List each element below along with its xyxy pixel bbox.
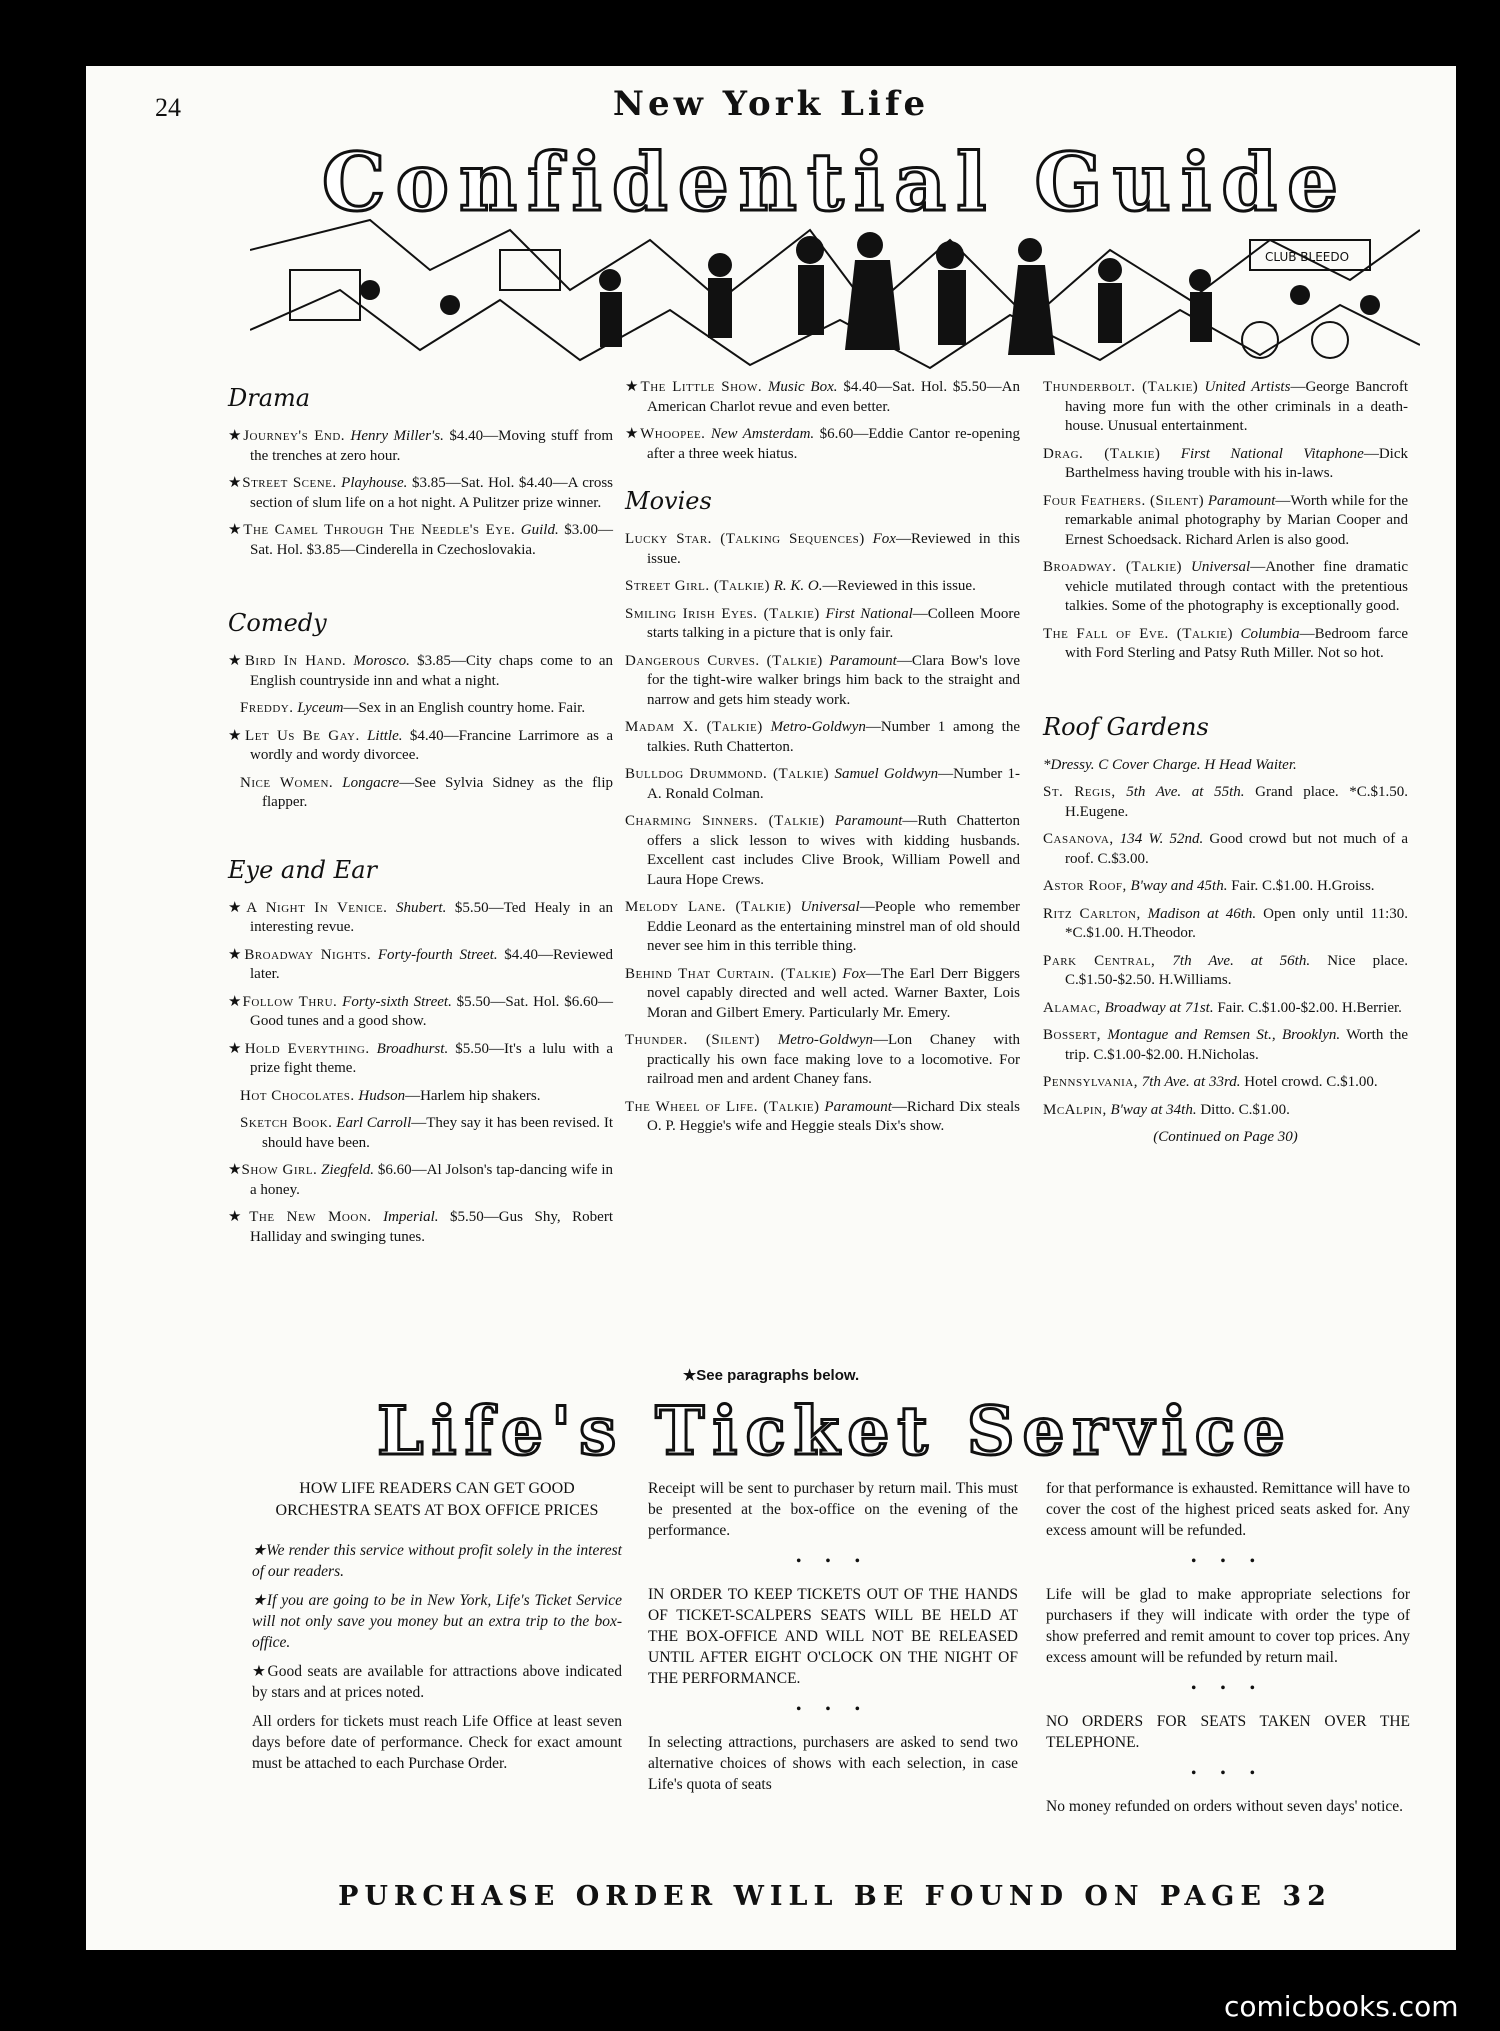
listing-venue: Metro-Goldwyn bbox=[770, 719, 866, 735]
nightlife-illustration bbox=[250, 210, 1420, 370]
listing-entry bbox=[625, 652, 1020, 711]
section-heading-roof-gardens: Roof Gardens bbox=[1043, 712, 1209, 741]
star-marker: ★ bbox=[228, 727, 246, 744]
listing-text: Fair. C.$1.00-$2.00. H.Berrier. bbox=[1217, 999, 1402, 1016]
listing-text: —Dick Barthelmess having trouble with his in-laws. bbox=[1065, 445, 1408, 481]
listing-text: —The Earl Derr Biggers novel capably directed and well acted. Warner Baxter, Lois Moran and Gilbert Emery. Particularly Mr. Emery. bbox=[647, 965, 1021, 1021]
listing-entry bbox=[1043, 999, 1408, 1019]
listing-venue: Music Box. bbox=[767, 379, 838, 395]
ticket-paragraph: for that performance is exhausted. Remittance will have to cover the cost of the highest priced seats asked for. Any excess amount will be refunded. bbox=[1046, 1480, 1410, 1539]
listing-venue: Forty-sixth Street. bbox=[342, 993, 452, 1010]
listing-name: Drag. (Talkie) bbox=[1043, 445, 1161, 462]
listing-text: $5.50—Ted Healy in an interesting revue. bbox=[250, 899, 614, 935]
listing-text: —Richard Dix steals O. P. Heggie's wife and Heggie steals Dix's show. bbox=[647, 1098, 1021, 1134]
listing-venue: Paramount bbox=[824, 1098, 892, 1115]
listing-text: —Reviewed in this issue. bbox=[822, 578, 976, 594]
listing-venue: Madison at 46th. bbox=[1147, 905, 1257, 922]
listing-text: Nice place. C.$1.50-$2.50. H.Williams. bbox=[1065, 952, 1409, 988]
listing-name: Lucky Star. (Talking Sequences) bbox=[625, 531, 865, 547]
listing-name: Bulldog Drummond. (Talkie) bbox=[625, 766, 830, 782]
listing-venue: 7th Ave. at 56th. bbox=[1172, 952, 1311, 969]
listing-name: Pennsylvania, bbox=[1043, 1074, 1138, 1090]
listing-name: St. Regis, bbox=[1043, 784, 1116, 800]
listing-entry bbox=[1043, 1026, 1408, 1065]
listing-name: Bird In Hand. bbox=[244, 653, 347, 669]
listing-text: —Sex in an English country home. Fair. bbox=[343, 700, 586, 716]
listing-name: The Little Show. bbox=[640, 379, 763, 395]
star-marker: ★ bbox=[228, 993, 243, 1010]
listing-name: Park Central, bbox=[1043, 952, 1156, 969]
listing-text: Fair. C.$1.00. H.Groiss. bbox=[1231, 878, 1375, 894]
listing-name: Melody Lane. (Talkie) bbox=[625, 899, 792, 915]
listing-text: $3.00—Sat. Hol. $3.85—Cinderella in Czechoslovakia. bbox=[250, 522, 614, 558]
listing-entry bbox=[1043, 625, 1408, 664]
listing-entry bbox=[1043, 378, 1408, 437]
listing-entry bbox=[228, 899, 613, 938]
movies-continued bbox=[1043, 378, 1408, 664]
listing-venue: Paramount bbox=[1207, 492, 1276, 509]
comedy-section bbox=[228, 608, 613, 813]
listing-text: $3.85—City chaps come to an English countryside inn and what a night. bbox=[250, 653, 614, 689]
listing-venue: Morosco. bbox=[353, 653, 410, 669]
listing-name: Broadway Nights. bbox=[244, 946, 372, 963]
listing-venue: Longacre bbox=[342, 774, 400, 791]
roof-gardens-key: *Dressy. C Cover Charge. H Head Waiter. bbox=[1043, 756, 1297, 773]
see-paragraphs-note: ★See paragraphs below. bbox=[682, 1367, 860, 1384]
ticket-column-1 bbox=[252, 1478, 622, 1782]
listing-venue: R. K. O. bbox=[773, 578, 823, 594]
drama-section bbox=[228, 383, 613, 560]
listing-entry bbox=[228, 993, 613, 1032]
listing-text: $6.60—Al Jolson's tap-dancing wife in a honey. bbox=[250, 1162, 614, 1198]
listing-venue: Henry Miller's. bbox=[350, 428, 444, 444]
listing-text: $5.50—It's a lulu with a prize fight theme. bbox=[250, 1040, 614, 1076]
ticket-paragraph: ★We render this service without profit solely in the interest of our readers. bbox=[252, 1542, 622, 1580]
listing-venue: Guild. bbox=[520, 522, 559, 538]
listing-venue: Montague and Remsen St., Brooklyn. bbox=[1107, 1027, 1341, 1043]
star-marker: ★ bbox=[228, 1209, 250, 1225]
listing-entry bbox=[1043, 1101, 1408, 1121]
star-marker: ★ bbox=[228, 475, 243, 491]
listing-text: Ditto. C.$1.00. bbox=[1200, 1101, 1290, 1118]
listing-text: —Number 1 among the talkies. Ruth Chatterton. bbox=[647, 719, 1020, 755]
listing-entry bbox=[625, 1031, 1020, 1090]
listing-venue: Metro-Goldwyn bbox=[777, 1032, 873, 1048]
listing-entry bbox=[1043, 558, 1408, 617]
ticket-service-title: Life's Ticket Service bbox=[377, 1392, 1293, 1470]
listing-name: Four Feathers. (Silent) bbox=[1043, 492, 1205, 509]
ticket-paragraph: ★Good seats are available for attractions above indicated by stars and at prices noted. bbox=[252, 1663, 622, 1701]
listing-venue: Imperial. bbox=[383, 1209, 439, 1225]
section-heading-movies: Movies bbox=[625, 487, 712, 515]
listing-venue: Paramount bbox=[834, 813, 903, 829]
listing-venue: First National Vitaphone bbox=[1180, 445, 1364, 462]
listing-text: $6.60—Eddie Cantor re-opening after a three week hiatus. bbox=[647, 426, 1020, 462]
ticket-column-2 bbox=[648, 1478, 1018, 1803]
listing-name: Hot Chocolates. bbox=[240, 1087, 355, 1104]
listing-entry bbox=[228, 427, 613, 466]
listing-venue: Broadhurst. bbox=[376, 1040, 449, 1057]
listing-venue: Samuel Goldwyn bbox=[834, 766, 939, 782]
listing-name: Casanova, bbox=[1043, 831, 1114, 847]
listing-entry bbox=[1043, 877, 1408, 897]
column-3 bbox=[1043, 378, 1408, 1148]
listing-name: Journey's End. bbox=[243, 428, 346, 444]
listing-name: Sketch Book. bbox=[240, 1115, 333, 1131]
listing-venue: Playhouse. bbox=[341, 475, 408, 491]
listing-name: The Fall of Eve. (Talkie) bbox=[1043, 625, 1233, 642]
listing-name: Nice Women. bbox=[240, 774, 334, 791]
listing-name: Broadway. (Talkie) bbox=[1043, 559, 1183, 575]
listing-venue: New Amsterdam. bbox=[710, 426, 815, 442]
continued-note: (Continued on Page 30) bbox=[1153, 1129, 1298, 1145]
listing-venue: Ziegfeld. bbox=[321, 1162, 375, 1178]
listing-name: Thunder. (Silent) bbox=[625, 1032, 761, 1048]
roof-gardens-section bbox=[1043, 712, 1408, 1148]
column-2 bbox=[625, 378, 1020, 1145]
listing-entry bbox=[228, 1114, 613, 1153]
purchase-order-footer: PURCHASE ORDER WILL BE FOUND ON PAGE 32 bbox=[338, 1881, 1332, 1912]
listing-entry bbox=[625, 765, 1020, 804]
star-marker: ★ bbox=[228, 653, 245, 669]
listing-venue: 134 W. 52nd. bbox=[1119, 831, 1204, 847]
listing-entry bbox=[228, 727, 613, 766]
listing-name: A Night In Venice. bbox=[246, 899, 388, 916]
listing-text: $4.40—Sat. Hol. $5.50—An American Charlot revue and even better. bbox=[647, 379, 1021, 415]
listing-venue: Fox bbox=[842, 965, 866, 982]
listing-entry bbox=[625, 1098, 1020, 1137]
listing-text: $4.40—Francine Larrimore as a wordly and wordy divorcee. bbox=[250, 727, 613, 763]
guide-title: Confidential Guide bbox=[321, 135, 1349, 229]
listing-text: $4.40—Moving stuff from the trenches at zero hour. bbox=[250, 428, 614, 464]
ticket-paragraph: IN ORDER TO KEEP TICKETS OUT OF THE HANDS OF TICKET-SCALPERS SEATS WILL BE HELD AT THE BOX-OFFICE AND WILL NOT BE RELEASED UNTIL AFTER EIGHT O'CLOCK ON THE NIGHT OF THE PERFORMANCE. bbox=[648, 1586, 1018, 1687]
ticket-column-3 bbox=[1046, 1478, 1410, 1825]
listing-text: —Lon Chaney with practically his own face making love to a locomotive. For railroad men and ardent Chaney fans. bbox=[647, 1032, 1021, 1087]
star-marker: ★ bbox=[228, 1162, 242, 1178]
listing-text: —Ruth Chatterton offers a slick lesson to wives with kidding husbands. Excellent cast includes Clive Brook, William Powell and Laura Hope Crews. bbox=[647, 813, 1020, 888]
bullet-divider: • • • bbox=[795, 1701, 871, 1718]
movies-section bbox=[625, 486, 1020, 1137]
listing-venue: United Artists bbox=[1204, 379, 1291, 395]
listing-name: Madam X. (Talkie) bbox=[625, 719, 763, 735]
star-marker: ★ bbox=[228, 1040, 245, 1057]
star-marker: ★ bbox=[625, 426, 641, 442]
listing-venue: Universal bbox=[1191, 559, 1251, 575]
listing-entry bbox=[1043, 905, 1408, 944]
listing-text: Open only until 11:30. *C.$1.00. H.Theodor. bbox=[1065, 905, 1408, 941]
listing-entry bbox=[228, 1087, 613, 1107]
listing-entry bbox=[1043, 952, 1408, 991]
listing-entry bbox=[228, 1208, 613, 1247]
listing-text: —Bedroom farce with Ford Sterling and Patsy Ruth Miller. Not so hot. bbox=[1065, 625, 1408, 661]
listing-venue: First National bbox=[825, 605, 913, 622]
listing-venue: Broadway at 71st. bbox=[1104, 999, 1214, 1016]
star-marker: ★ bbox=[228, 522, 244, 538]
listing-entry bbox=[1043, 492, 1408, 551]
listing-entry bbox=[1043, 830, 1408, 869]
listing-name: Street Scene. bbox=[242, 475, 337, 491]
section-heading-comedy: Comedy bbox=[228, 609, 327, 637]
section-heading-eye-and-ear: Eye and Ear bbox=[228, 855, 377, 884]
listing-name: Hold Everything. bbox=[244, 1040, 370, 1057]
ticket-paragraph: All orders for tickets must reach Life Office at least seven days before date of performance. Check for exact amount must be attached to each Purchase Order. bbox=[252, 1713, 622, 1772]
listing-text: —Worth while for the remarkable animal photography by Marian Cooper and Ernest Schoedsack. Richard Arlen is also good. bbox=[1065, 492, 1408, 548]
listing-entry bbox=[228, 521, 613, 560]
star-marker: ★ bbox=[625, 379, 641, 395]
bullet-divider: • • • bbox=[795, 1553, 871, 1570]
listing-text: $5.50—Gus Shy, Robert Halliday and swinging tunes. bbox=[250, 1209, 613, 1245]
listing-text: Good crowd but not much of a roof. C.$3.00. bbox=[1065, 831, 1409, 867]
listing-text: $5.50—Sat. Hol. $6.60—Good tunes and a good show. bbox=[250, 993, 614, 1029]
ticket-heading: HOW LIFE READERS CAN GET GOOD ORCHESTRA SEATS AT BOX OFFICE PRICES bbox=[275, 1480, 599, 1519]
listing-venue: Shubert. bbox=[395, 899, 447, 916]
column-1 bbox=[228, 383, 613, 1255]
listing-name: Follow Thru. bbox=[242, 993, 338, 1010]
listing-text: Grand place. *C.$1.50. H.Eugene. bbox=[1065, 784, 1409, 820]
listing-entry bbox=[625, 378, 1020, 417]
listing-venue: Paramount bbox=[829, 652, 897, 669]
listing-venue: 5th Ave. at 55th. bbox=[1126, 784, 1245, 800]
page-number: 24 bbox=[155, 93, 181, 122]
listing-venue: Lyceum bbox=[297, 700, 344, 716]
listing-name: Thunderbolt. (Talkie) bbox=[1043, 379, 1199, 395]
listing-venue: Fox bbox=[872, 531, 896, 547]
listing-entry bbox=[625, 577, 1020, 597]
listing-text: —See Sylvia Sidney as the flip flapper. bbox=[262, 774, 613, 810]
listing-venue: Earl Carroll bbox=[336, 1115, 412, 1131]
listing-entry bbox=[1043, 783, 1408, 822]
listing-text: —George Bancroft having more fun with the other criminals in a death-house. Unusual entertainment. bbox=[1065, 379, 1408, 434]
listing-entry bbox=[625, 965, 1020, 1024]
star-marker: ★ bbox=[228, 946, 245, 963]
ticket-paragraph: Receipt will be sent to purchaser by return mail. This must be presented at the box-office on the evening of the performance. bbox=[648, 1480, 1018, 1539]
listing-text: —Clara Bow's love for the tight-wire walker brings him back to the straight and narrow and gets him steady work. bbox=[647, 652, 1020, 708]
listing-name: Charming Sinners. (Talkie) bbox=[625, 813, 825, 829]
listing-entry bbox=[228, 699, 613, 719]
bullet-divider: • • • bbox=[1190, 1553, 1266, 1570]
ticket-paragraph: NO ORDERS FOR SEATS TAKEN OVER THE TELEPHONE. bbox=[1046, 1713, 1410, 1751]
ticket-paragraph: No money refunded on orders without seven days' notice. bbox=[1046, 1798, 1404, 1815]
listing-name: Smiling Irish Eyes. (Talkie) bbox=[625, 605, 820, 622]
listing-entry bbox=[228, 774, 613, 813]
listing-name: McAlpin, bbox=[1043, 1101, 1107, 1118]
listing-text: $4.40—Reviewed later. bbox=[250, 946, 613, 982]
listing-venue: Universal bbox=[800, 899, 860, 915]
star-marker: ★ bbox=[228, 899, 247, 916]
listing-text: —Colleen Moore starts talking in a picture that is only fair. bbox=[647, 605, 1020, 641]
listing-name: Bossert, bbox=[1043, 1027, 1102, 1043]
listing-entry bbox=[228, 1161, 613, 1200]
listing-name: Street Girl. (Talkie) bbox=[625, 578, 770, 594]
listing-text: Hotel crowd. C.$1.00. bbox=[1244, 1074, 1378, 1090]
listing-entry bbox=[228, 652, 613, 691]
listing-entry bbox=[1043, 1073, 1408, 1093]
listing-name: Astor Roof, bbox=[1043, 878, 1127, 894]
listing-name: The Camel Through The Needle's Eye. bbox=[243, 522, 516, 538]
listing-text: $3.85—Sat. Hol. $4.40—A cross section of slum life on a hot night. A Pulitzer prize winner. bbox=[250, 475, 614, 511]
listing-entry bbox=[625, 718, 1020, 757]
revues-continued bbox=[625, 378, 1020, 464]
listing-name: Show Girl. bbox=[241, 1162, 318, 1178]
club-sign: CLUB BLEEDO bbox=[1265, 250, 1350, 264]
listing-text: —They say it has been revised. It should have been. bbox=[262, 1115, 613, 1151]
watermark: comicbooks.com bbox=[1224, 1990, 1459, 2023]
masthead-title: New York Life bbox=[612, 84, 930, 124]
ticket-paragraph: Life will be glad to make appropriate selections for purchasers if they will indicate with order the type of show preferred and remit amount to cover top prices. Any excess amount will be refunded by return mail. bbox=[1046, 1586, 1410, 1666]
listing-venue: B'way and 45th. bbox=[1130, 878, 1228, 894]
listing-name: Let Us Be Gay. bbox=[245, 727, 360, 744]
listing-name: Dangerous Curves. (Talkie) bbox=[625, 652, 823, 669]
listing-name: Ritz Carlton, bbox=[1043, 905, 1141, 922]
bullet-divider: • • • bbox=[1190, 1765, 1266, 1782]
listing-venue: Forty-fourth Street. bbox=[377, 946, 498, 963]
listing-venue: Columbia bbox=[1240, 625, 1300, 642]
section-heading-drama: Drama bbox=[228, 384, 311, 412]
listing-venue: 7th Ave. at 33rd. bbox=[1141, 1074, 1241, 1090]
listing-name: Whoopee. bbox=[640, 426, 706, 442]
listing-text: —Reviewed in this issue. bbox=[647, 531, 1021, 567]
listing-entry bbox=[625, 530, 1020, 569]
listing-text: —Number 1-A. Ronald Colman. bbox=[647, 766, 1021, 802]
listing-venue: Little. bbox=[367, 727, 403, 744]
ticket-paragraph: ★If you are going to be in New York, Life's Ticket Service will not only save you money but an extra trip to the box-office. bbox=[252, 1592, 622, 1651]
listing-name: The Wheel of Life. (Talkie) bbox=[625, 1098, 820, 1115]
listing-text: —Another fine dramatic vehicle mutilated through contact with the pretentious talkies. Some of the photography is exceptionally good. bbox=[1065, 559, 1409, 614]
star-marker: ★ bbox=[228, 428, 244, 444]
ticket-paragraph: In selecting attractions, purchasers are asked to send two alternative choices of shows with each selection, in case Life's quota of seats bbox=[648, 1734, 1018, 1793]
listing-entry bbox=[228, 474, 613, 513]
listing-entry bbox=[625, 898, 1020, 957]
listing-text: —People who remember Eddie Leonard as the entertaining minstrel man of old should never see him in this terrible thing. bbox=[647, 899, 1020, 954]
listing-name: Freddy. bbox=[240, 700, 294, 716]
eye-and-ear-section bbox=[228, 855, 613, 1248]
listing-name: Behind That Curtain. (Talkie) bbox=[625, 965, 837, 982]
listing-venue: B'way at 34th. bbox=[1110, 1101, 1197, 1118]
listing-entry bbox=[625, 605, 1020, 644]
listing-entry bbox=[228, 946, 613, 985]
listing-text: —Harlem hip shakers. bbox=[405, 1087, 541, 1104]
listing-name: The New Moon. bbox=[249, 1209, 372, 1225]
listing-entry bbox=[1043, 445, 1408, 484]
listing-venue: Hudson bbox=[358, 1087, 406, 1104]
listing-entry bbox=[625, 812, 1020, 890]
listing-text: Worth the trip. C.$1.00-$2.00. H.Nicholas. bbox=[1065, 1027, 1409, 1063]
listing-entry bbox=[228, 1040, 613, 1079]
listing-entry bbox=[625, 425, 1020, 464]
bullet-divider: • • • bbox=[1190, 1680, 1266, 1697]
listing-name: Alamac, bbox=[1043, 999, 1101, 1016]
